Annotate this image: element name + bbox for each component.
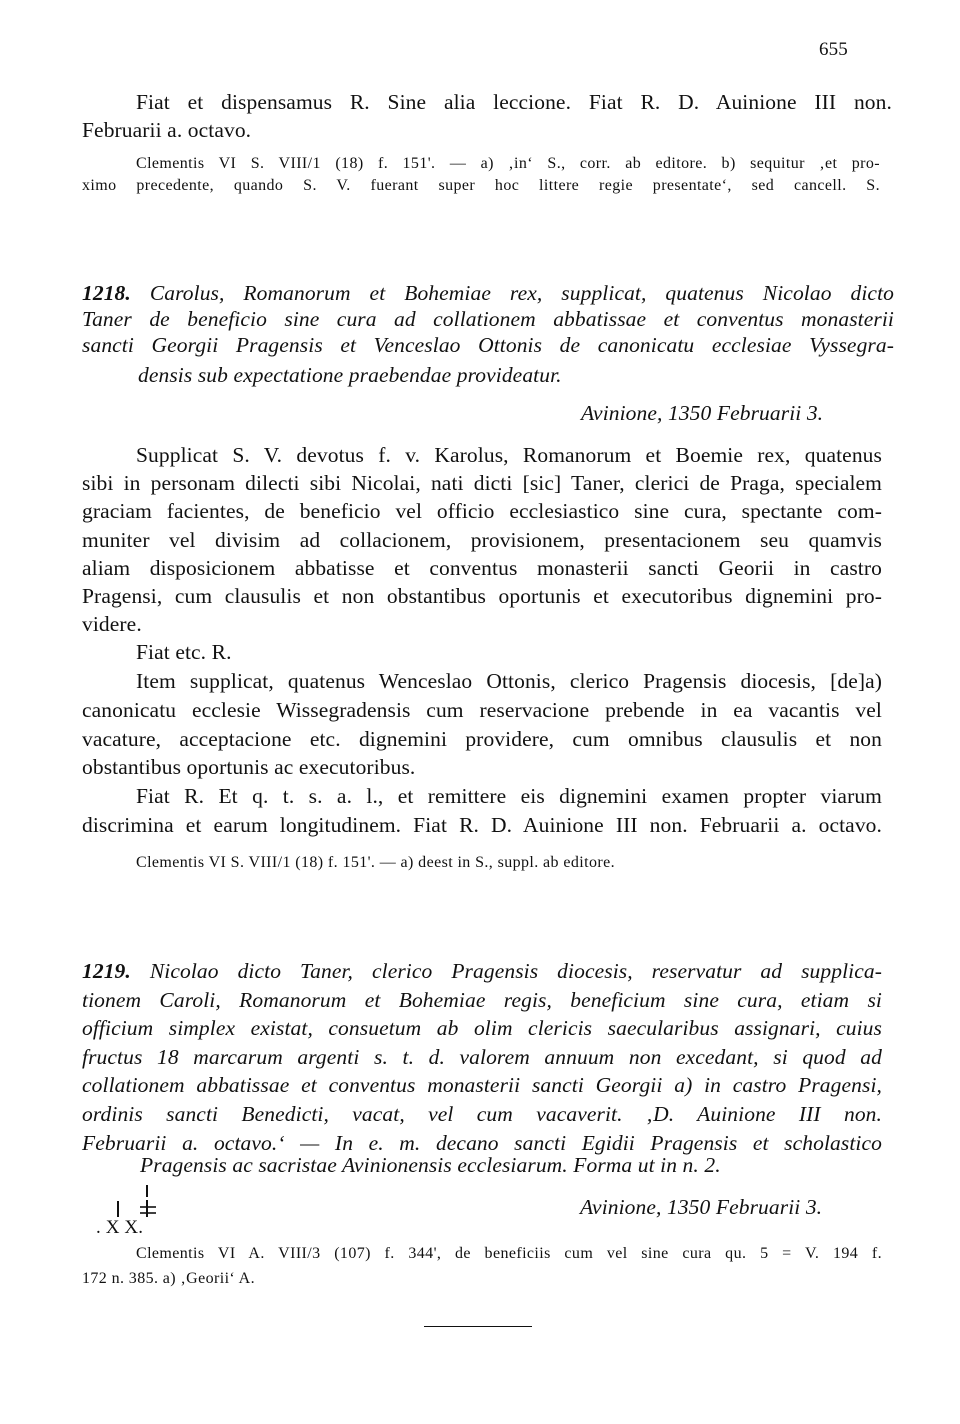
doc-1218-text [82, 445, 882, 614]
summary-line: Taner de beneficio sine cura ad collationem abbatissae et conventus monasterii [82, 307, 894, 331]
doc-number: 1218. [82, 281, 131, 305]
text-line: Fiat etc. R. [136, 640, 232, 664]
marginal-marks-symbol [108, 1183, 168, 1221]
footnote-line: ximo precedente, quando S. V. fuerant super hoc littere regie presentate‘, sed cancell. S. [82, 177, 880, 194]
summary-line: densis sub expectatione praebendae provideatur. [138, 363, 562, 387]
tally-marks-icon [108, 1183, 168, 1221]
summary-line-1: 1218. Carolus, Romanorum et Bohemiae rex, supplicat, quatenus Nicolao dicto [82, 281, 894, 305]
summary-line: tionem Caroli, Romanorum et Bohemiae regis, beneficium sine cura, etiam si [82, 987, 882, 1012]
doc-date: Avinione, 1350 Februarii 3. [580, 1195, 823, 1219]
text-line: muniter vel divisim ad collacionem, provisionem, presentacionem seu quamvis [82, 527, 882, 552]
summary-line: Februarii a. octavo.‘ — In e. m. decano sancti Egidii Pragensis et scholastico [82, 1130, 882, 1155]
marginal-marks: . X X. [96, 1217, 144, 1238]
text-line: Februarii a. octavo. [82, 118, 252, 142]
footnote-line: Clementis VI S. VIII/1 (18) f. 151'. — a) deest in S., suppl. ab editore. [136, 854, 615, 871]
doc-1219-summary [82, 961, 882, 1161]
summary-line: sancti Georgii Pragensis et Venceslao Ottonis de canonicatu ecclesiae Vyssegra- [82, 333, 894, 357]
bottom-rule [424, 1326, 532, 1327]
footnote-line: Clementis VI A. VIII/3 (107) f. 344', de beneficiis cum vel sine cura qu. 5 = V. 194 f. [136, 1245, 882, 1262]
text-line: vacature, acceptacione etc. dignemini providere, cum omnibus clausulis et non [82, 727, 882, 751]
doc-1218-text-3 [82, 786, 882, 844]
text-line: Fiat R. Et q. t. s. a. l., et remittere eis dignemini examen propter viarum [136, 784, 882, 808]
footnote-line: Clementis VI S. VIII/1 (18) f. 151'. — a) ‚in‘ S., corr. ab editore. b) sequitur ‚et pro- [136, 155, 880, 172]
text-line: obstantibus oportunis ac executoribus. [82, 755, 416, 779]
doc-date: Avinione, 1350 Februarii 3. [581, 401, 824, 425]
summary-line: Pragensis ac sacristae Avinionensis ecclesiarum. Forma ut in n. 2. [140, 1153, 721, 1177]
doc-number: 1219. [82, 959, 131, 983]
text-line: canonicatu ecclesie Wissegradensis cum reservacione prebende in ea vacantis vel [82, 698, 882, 722]
summary-line-1: 1219. Nicolao dicto Taner, clerico Pragensis diocesis, reservatur ad supplica- [82, 959, 882, 983]
summary-line: ordinis sancti Benedicti, vacat, vel cum vacaverit. ‚D. Auinione III non. [82, 1101, 882, 1126]
summary-line: officium simplex existat, consuetum ab olim clericis saecularibus assignari, cuius [82, 1016, 882, 1041]
footnote-block-2 [82, 1246, 882, 1271]
text-line: sibi in personam dilecti sibi Nicolai, nati dicti [sic] Taner, clerici de Praga, specialem [82, 471, 882, 496]
text-line: Supplicat S. V. devotus f. v. Karolus, Romanorum et Boemie rex, quatenus [136, 443, 882, 467]
page-number: 655 [819, 39, 848, 60]
text-line: Pragensi, cum clausulis et non obstantibus oportunis et executoribus dignemini pro- [82, 583, 882, 608]
summary-line: collationem abbatissae et conventus monasterii sancti Georgii a) in castro Pragensi, [82, 1073, 882, 1098]
text-line: aliam disposicionem abbatisse et conventus monasterii sancti Georii in castro [82, 555, 882, 580]
text-block-1 [82, 92, 892, 118]
summary-line: fructus 18 marcarum argenti s. t. d. valorem annuum non excedant, si quod ad [82, 1044, 882, 1069]
text-line: videre. [82, 612, 142, 636]
doc-1218-summary [82, 283, 894, 361]
text-line: Item supplicat, quatenus Wenceslao Ottonis, clerico Pragensis diocesis, [de]a) [136, 669, 882, 693]
text-line: discrimina et earum longitudinem. Fiat R. D. Auinione III non. Februarii a. octavo. [82, 813, 882, 837]
text-line: Fiat et dispensamus R. Sine alia leccione. Fiat R. D. Auinione III non. [136, 90, 892, 114]
doc-1218-text-2 [82, 671, 882, 758]
text-line: graciam facientes, de beneficio vel officio ecclesiastico sine cura, spectante com- [82, 499, 882, 524]
footnote-line: 172 n. 385. a) ‚Georii‘ A. [82, 1270, 256, 1287]
footnote-block-1 [82, 156, 880, 200]
